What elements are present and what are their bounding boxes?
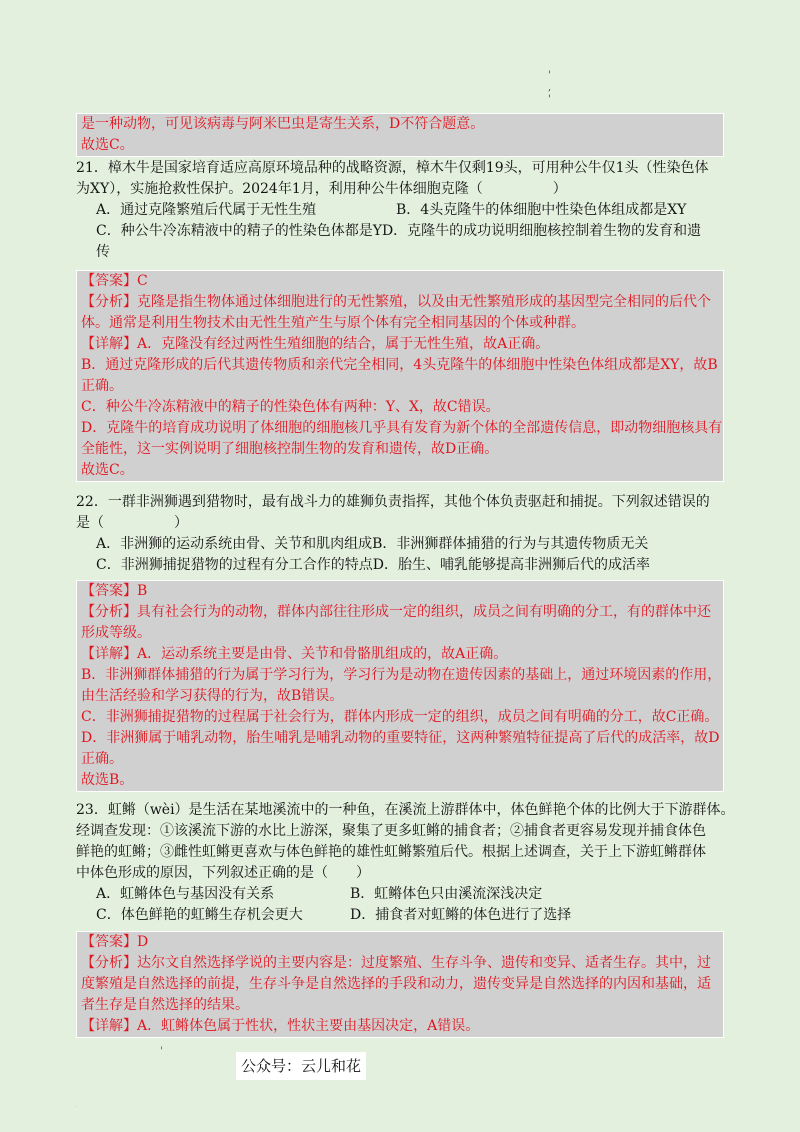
q23-analysis-line2: 度繁殖是自然选择的前提，生存斗争是自然选择的手段和动力，遗传变异是自然选择的内因和基础，适	[81, 976, 711, 992]
margin-marks: ' , '	[548, 70, 552, 105]
q22-option-c: C．非洲狮捕捉猎物的过程有分工合作的特点	[96, 557, 373, 573]
q22-detail-b1: B．非洲狮群体捕猎的行为属于学习行为，学习行为是动物在遗传因素的基础上，通过环境因素的作用，	[81, 667, 722, 683]
q21-stem-line2: 为XY），实施抢救性保护。2024年1月，利用种公牛体细胞克隆（ ）	[76, 181, 567, 197]
q22-conclusion: 故选B。	[81, 772, 134, 788]
q21-answer: 【答案】C	[81, 273, 148, 289]
q22-detail-tag: 【详解】	[81, 646, 137, 662]
q23-answer: 【答案】D	[81, 934, 149, 950]
previous-answer-block	[76, 113, 724, 157]
page-corner-mark: ·	[76, 1104, 78, 1110]
q22-detail-d1: D．非洲狮属于哺乳动物，胎生哺乳是哺乳动物的重要特征，这两种繁殖特征提高了后代的成活率，故D	[81, 730, 720, 746]
q23-option-d: D．捕食者对虹鳉的体色进行了选择	[350, 907, 572, 923]
q21-option-d: D．克隆牛的成功说明细胞核控制着生物的发育和遗	[381, 223, 702, 239]
q23-option-a: A．虹鳉体色与基因没有关系	[96, 886, 275, 902]
q23-analysis-line1	[81, 953, 719, 974]
q23-detail-tag: 【详解】	[81, 1018, 137, 1034]
margin-tick-mark: '	[160, 1046, 163, 1057]
q23-stem-line4: 中体色形成的原因，下列叙述正确的是（ ）	[76, 865, 370, 881]
q23-stem-line3: 鲜艳的虹鳉；③雌性虹鳉更喜欢与体色鲜艳的雄性虹鳉繁殖后代。根据上述调查，关于上下游虹鳉群体	[76, 844, 706, 860]
q21-analysis-text1: 克隆是指生物体通过体细胞进行的无性繁殖，以及由无性繁殖形成的基因型完全相同的后代个	[137, 294, 711, 310]
q21-detail-b1: B．通过克隆形成的后代其遗传物质和亲代完全相同，4头克隆牛的体细胞中性染色体组成都是XY，故B	[81, 357, 718, 373]
q21-conclusion: 故选C。	[81, 462, 134, 478]
q22-option-a: A．非洲狮的运动系统由骨、关节和肌肉组成	[96, 536, 373, 552]
q22-options-row1	[76, 534, 736, 555]
q23-analysis-tag: 【分析】	[81, 955, 137, 971]
q23-detail-a	[81, 1016, 719, 1037]
q21-analysis-line2: 体。通常是利用生物技术由无性生殖产生与原个体有完全相同基因的个体或种群。	[81, 315, 585, 331]
q22-answer: 【答案】B	[81, 583, 148, 599]
q22-analysis-line1	[81, 602, 719, 623]
q23-options-row1	[76, 884, 736, 905]
q21-option-d-cont: 传	[96, 244, 110, 260]
q21-stem-line1: 21．樟木牛是国家培育适应高原环境品种的战略资源，樟木牛仅剩19头，可用种公牛仅1头（性染色体	[76, 160, 709, 176]
q23-options-row2	[76, 905, 736, 926]
q21-detail-c: C．种公牛冷冻精液中的精子的性染色体有两种：Y、X，故C错误。	[81, 399, 500, 415]
q23-stem-line1: 23．虹鳉（wèi）是生活在某地溪流中的一种鱼，在溪流上游群体中，体色鲜艳个体的比例大于下游群体。	[76, 802, 735, 818]
q23-analysis-text1: 达尔文自然选择学说的主要内容是：过度繁殖、生存斗争、遗传和变异、适者生存。其中，过	[137, 955, 711, 971]
q21-analysis-tag: 【分析】	[81, 294, 137, 310]
q23-option-b: B．虹鳉体色只由溪流深浅决定	[350, 886, 543, 902]
q22-analysis-tag: 【分析】	[81, 604, 137, 620]
q21-detail-b2: 正确。	[81, 378, 123, 394]
q21-analysis-line1	[81, 292, 719, 313]
q21-options-row1	[76, 200, 736, 221]
q22-stem-line2: 是（ ）	[76, 515, 188, 531]
question-22	[76, 492, 736, 576]
q22-answer-block	[76, 580, 724, 792]
q22-analysis-text1: 具有社会行为的动物，群体内部往往形成一定的组织，成员之间有明确的分工，有的群体中还	[137, 604, 711, 620]
prev-conclusion: 故选C。	[81, 137, 134, 153]
q22-option-d: D．胎生、哺乳能够提高非洲狮后代的成活率	[372, 557, 650, 573]
q21-detail-tag: 【详解】	[81, 336, 137, 352]
q23-stem-line2: 经调查发现：①该溪流下游的水比上游深，聚集了更多虹鳉的捕食者；②捕食者更容易发现并捕食体色	[76, 823, 706, 839]
q21-option-b: B．4头克隆牛的体细胞中性染色体组成都是XY	[396, 202, 687, 218]
q21-options-row2	[76, 221, 736, 242]
q21-answer-block	[76, 270, 724, 482]
q22-stem-line1: 22．一群非洲狮遇到猎物时，最有战斗力的雄狮负责指挥，其他个体负责驱赶和捕捉。下列叙述错误的	[76, 494, 710, 510]
question-23	[76, 800, 736, 926]
q23-analysis-line3: 者生存是自然选择的结果。	[81, 997, 249, 1013]
q22-option-b: B．非洲狮群体捕猎的行为与其遗传物质无关	[372, 536, 649, 552]
q21-option-a: A．通过克隆繁殖后代属于无性生殖	[96, 202, 317, 218]
question-21	[76, 158, 736, 263]
q22-detail-a	[81, 644, 719, 665]
q23-answer-block	[76, 931, 724, 1038]
prev-answer-line: 是一种动物，可见该病毒与阿米巴虫是寄生关系，D不符合题意。	[81, 116, 485, 132]
watermark-footer: 公众号：云儿和花	[236, 1052, 366, 1080]
q22-detail-a-text: A．运动系统主要是由骨、关节和骨骼肌组成的，故A正确。	[137, 646, 508, 662]
q21-detail-a	[81, 334, 719, 355]
q22-analysis-line2: 形成等级。	[81, 625, 151, 641]
q22-options-row2	[76, 555, 736, 576]
q22-detail-b2: 由生活经验和学习获得的行为，故B错误。	[81, 688, 344, 704]
q21-detail-a-text: A．克隆没有经过两性生殖细胞的结合，属于无性生殖，故A正确。	[137, 336, 550, 352]
q21-detail-d2: 全能性，这一实例说明了细胞核控制生物的发育和遗传，故D正确。	[81, 441, 499, 457]
q22-detail-c: C．非洲狮捕捉猎物的过程属于社会行为，群体内形成一定的组织，成员之间有明确的分工，故C正确。	[81, 709, 719, 725]
q23-detail-a-text: A．虹鳉体色属于性状，性状主要由基因决定，A错误。	[137, 1018, 480, 1034]
q21-detail-d1: D．克隆牛的培育成功说明了体细胞的细胞核几乎具有发育为新个体的全部遗传信息，即动物细胞核具有	[81, 420, 723, 436]
q23-option-c: C．体色鲜艳的虹鳉生存机会更大	[96, 907, 303, 923]
q22-detail-d2: 正确。	[81, 751, 123, 767]
q21-option-c: C．种公牛冷冻精液中的精子的性染色体都是Y	[96, 223, 382, 239]
